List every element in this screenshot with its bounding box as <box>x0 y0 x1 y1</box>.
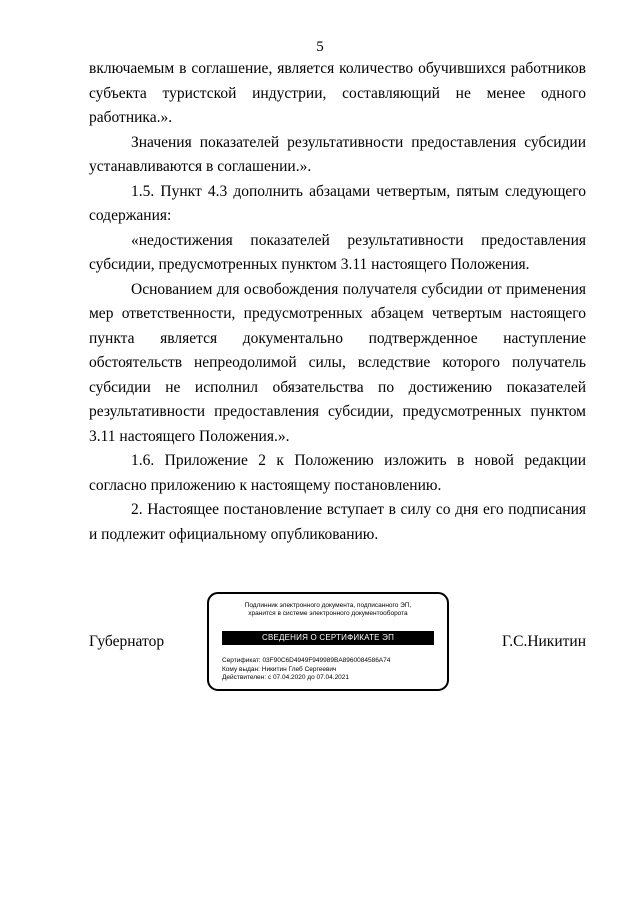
certificate-value: 03F90C6D4949F949989BA8960084586A74 <box>262 657 391 664</box>
paragraph: Основанием для освобождения получателя субсидии от применения мер ответственности, предусмотренных абзацем четвертым настоящего пункта является документально подтвержденное наступление обстоятельств непреодолимой силы, вследствие которого получатель субсидии не исполнил обязательства по достижению показателей результативности предоставления субсидии, предусмотренных пунктом 3.11 настоящего Положения.». <box>89 280 586 445</box>
issued-to-label: Кому выдан: <box>222 665 260 673</box>
certificate-row <box>222 657 390 666</box>
certificate-label: Сертификат: <box>222 657 261 664</box>
stamp-certificate-info <box>222 657 390 683</box>
page-number: 5 <box>316 39 324 55</box>
issued-to-value: Никитин Глеб Сергеевич <box>261 665 337 673</box>
electronic-signature-stamp <box>207 592 449 691</box>
paragraph: включаемым в соглашение, является количество обучившихся работников субъекта туристской индустрии, составляющий не менее одного работника.». <box>89 60 586 126</box>
validity-row <box>222 674 390 683</box>
stamp-header-line: хранится в системе электронного документооборота <box>248 610 408 617</box>
paragraph: «недостижения показателей результативности предоставления субсидии, предусмотренных пунктом 3.11 настоящего Положения. <box>89 231 586 273</box>
stamp-header <box>209 602 447 618</box>
paragraph: 1.5. Пункт 4.3 дополнить абзацами четвертым, пятым следующего содержания: <box>89 182 586 224</box>
paragraph: 1.6. Приложение 2 к Положению изложить в новой редакции согласно приложению к настоящему постановлению. <box>89 452 586 494</box>
paragraph: Значения показателей результативности предоставления субсидии устанавливаются в соглашении.». <box>89 133 586 175</box>
validity-value: с 07.04.2020 до 07.04.2021 <box>267 674 350 681</box>
stamp-header-line: Подлинник электронного документа, подписанного ЭП, <box>244 602 412 609</box>
paragraph: 2. Настоящее постановление вступает в силу со дня его подписания и подлежит официальному опубликованию. <box>89 501 586 543</box>
document-body <box>89 57 586 547</box>
stamp-title-bar: СВЕДЕНИЯ О СЕРТИФИКАТЕ ЭП <box>222 631 434 645</box>
signatory-position: Губернатор <box>89 633 165 650</box>
validity-label: Действителен: <box>222 674 267 681</box>
issued-to-row <box>222 666 390 675</box>
signatory-name: Г.С.Никитин <box>502 633 586 650</box>
